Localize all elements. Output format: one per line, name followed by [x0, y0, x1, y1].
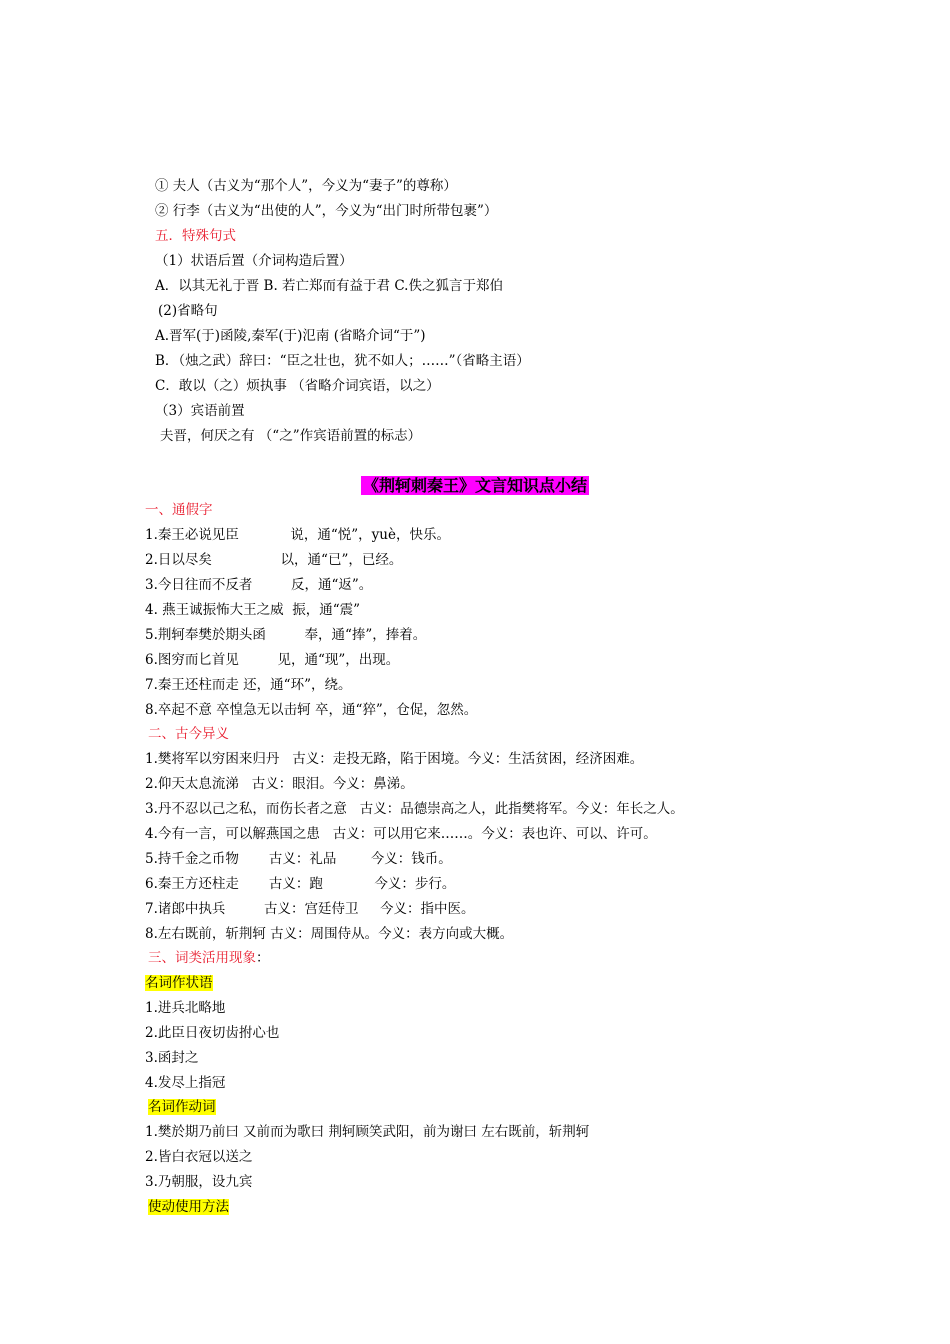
text-line: C．敢以（之）烦执事 （省略介词宾语，以之） — [155, 378, 440, 394]
list-item: 2.日以尽矣 以，通“已”，已经。 — [145, 552, 403, 568]
list-item: 4.发尽上指冠 — [145, 1075, 226, 1091]
subsection-label: 使动使用方法 — [148, 1199, 229, 1215]
list-item: 3.函封之 — [145, 1050, 199, 1066]
list-item: 2.皆白衣冠以送之 — [145, 1149, 253, 1165]
list-item: 4.今有一言，可以解燕国之患 古义：可以用它来……。今义：表也许、可以、许可。 — [145, 826, 657, 842]
section-heading: 五．特殊句式 — [155, 228, 236, 244]
subsection-label: 名词作状语 — [145, 975, 213, 991]
list-item: 5.持千金之币物 古义：礼品 今义：钱币。 — [145, 851, 452, 867]
text-line: （3）宾语前置 — [155, 403, 245, 419]
list-item: 3.丹不忍以己之私，而伤长者之意 古义：品德崇高之人，此指樊将军。今义：年长之人。 — [145, 801, 684, 817]
list-item: 8.卒起不意 卒惶急无以击轲 卒，通“猝”，仓促，忽然。 — [145, 702, 478, 718]
text-line: ① 夫人（古义为“那个人”，今义为“妻子”的尊称） — [155, 178, 457, 194]
text-line: A.晋军(于)函陵,秦军(于)氾南 (省略介词“于”) — [155, 328, 426, 344]
list-item: 6.秦王方还柱走 古义：跑 今义：步行。 — [145, 876, 456, 892]
document-title-text: 《荆轲刺秦王》文言知识点小结 — [362, 476, 587, 495]
list-item: 7.秦王还柱而走 还，通“环”，绕。 — [145, 677, 352, 693]
text-line: A．以其无礼于晋 B. 若亡郑而有益于君 C.佚之狐言于郑伯 — [155, 278, 503, 294]
section-heading-line — [148, 948, 270, 968]
subsection-label-line — [148, 1097, 216, 1117]
section-heading: 三、词类活用现象 — [148, 950, 256, 966]
subsection-label-line — [145, 973, 213, 993]
list-item: 1.樊将军以穷困来归丹 古义：走投无路，陷于困境。今义：生活贫困，经济困难。 — [145, 751, 644, 767]
text-line: （1）状语后置（介词构造后置） — [155, 253, 353, 269]
list-item: 3.乃朝服，设九宾 — [145, 1174, 253, 1190]
list-item: 5.荆轲奉樊於期头函 奉，通“捧”，捧着。 — [145, 627, 427, 643]
section-heading: 二、古今异义 — [148, 726, 229, 742]
text-line: 夫晋，何厌之有 （“之”作宾语前置的标志） — [160, 428, 422, 444]
list-item: 7.诸郎中执兵 古义：宫廷侍卫 今义：指中医。 — [145, 901, 475, 917]
text-line: ② 行李（古义为“出使的人”，今义为“出门时所带包裹”） — [155, 203, 498, 219]
list-item: 6.图穷而匕首见 见，通“现”，出现。 — [145, 652, 400, 668]
subsection-label: 名词作动词 — [148, 1099, 216, 1115]
list-item: 4. 燕王诚振怖大王之威 振，通“震” — [145, 602, 361, 618]
text-line: B．（烛之武）辞曰：“臣之壮也，犹不如人；……”（省略主语） — [155, 353, 530, 369]
list-item: 8.左右既前，斩荆轲 古义：周围侍从。今义：表方向或大概。 — [145, 926, 514, 942]
text-line: (2)省略句 — [158, 303, 218, 319]
list-item: 3.今日往而不反者 反，通“返”。 — [145, 577, 373, 593]
document-title — [0, 475, 950, 497]
section-heading: 一、通假字 — [145, 502, 213, 518]
list-item: 1.樊於期乃前曰 又前而为歌曰 荆轲顾笑武阳，前为谢曰 左右既前，斩荆轲 — [145, 1124, 590, 1140]
list-item: 1.秦王必说见臣 说，通“悦”，yuè，快乐。 — [145, 527, 450, 543]
subsection-label-line — [148, 1197, 229, 1217]
list-item: 2.仰天太息流涕 古义：眼泪。今义：鼻涕。 — [145, 776, 414, 792]
heading-colon: ： — [256, 950, 270, 966]
list-item: 2.此臣日夜切齿拊心也 — [145, 1025, 280, 1041]
list-item: 1.进兵北略地 — [145, 1000, 226, 1016]
